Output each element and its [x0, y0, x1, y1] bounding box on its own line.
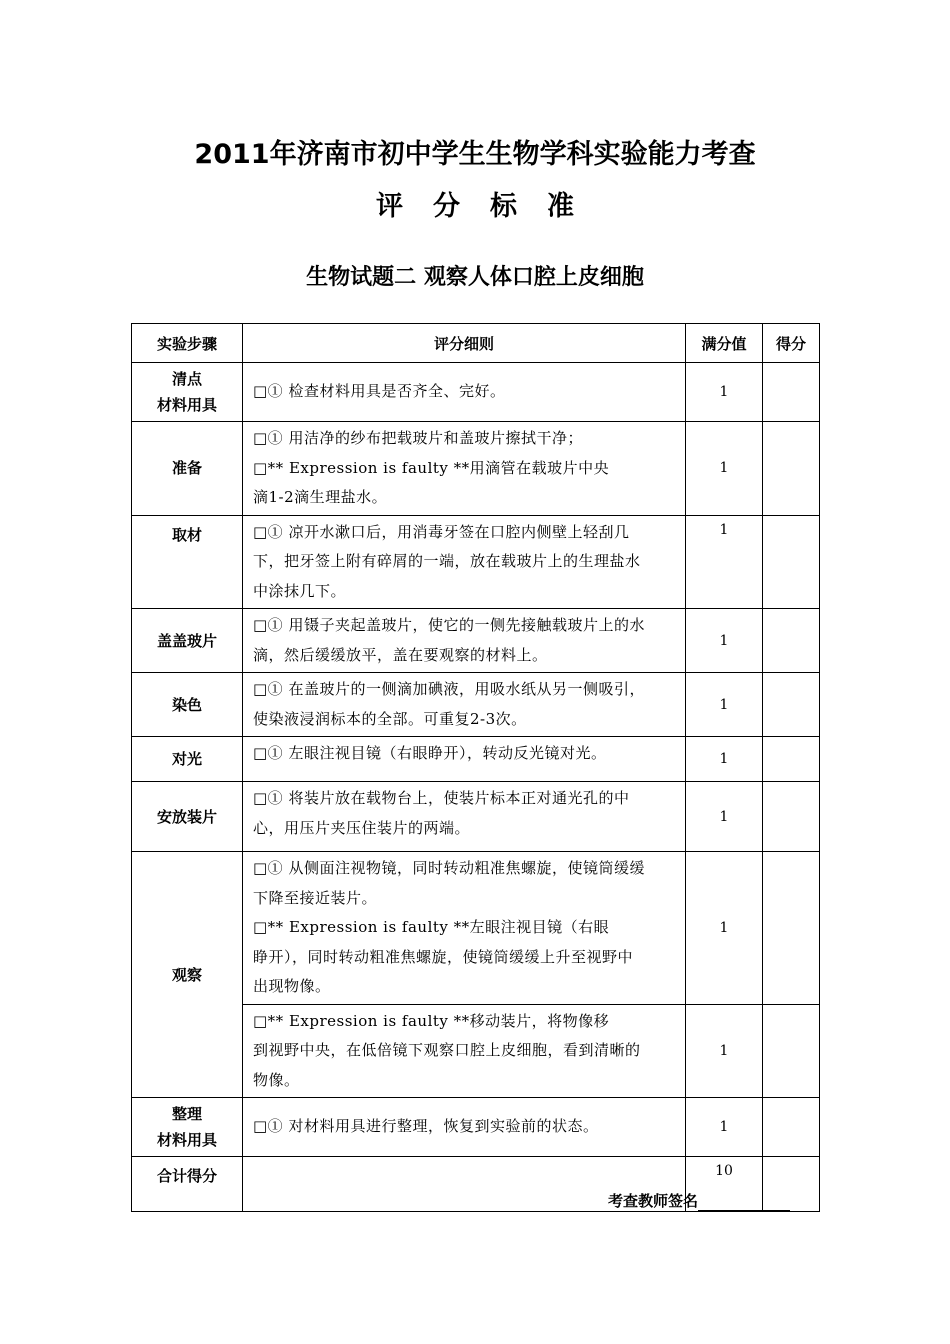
step-cell: [132, 673, 243, 737]
table-row: [132, 515, 820, 609]
rule-text: □① 用镊子夹起盖玻片，使它的一侧先接触载玻片上的水: [253, 616, 645, 634]
document-subtitle: 评分标准: [376, 191, 604, 222]
rule-text: 下，把牙签上附有碎屑的一端，放在载玻片上的生理盐水: [253, 552, 641, 570]
rule-text: □** Expression is faulty **左眼注视目镜（右眼: [253, 918, 610, 936]
rule-text: □① 在盖玻片的一侧滴加碘液，用吸水纸从另一侧吸引，: [253, 680, 645, 698]
total-label: 合计得分: [156, 1167, 217, 1185]
step-cell: [132, 1098, 243, 1157]
step-label: 观察: [171, 965, 202, 984]
full-score-cell: 1: [686, 852, 763, 1005]
rule-text: 使染液浸润标本的全部。可重复2-3次。: [253, 709, 527, 728]
rule-text: □① 将装片放在载物台上，使装片标本正对通光孔的中: [253, 789, 630, 807]
rule-cell: [243, 515, 686, 609]
full-score-cell: 1: [686, 782, 763, 852]
table-row: [132, 422, 820, 516]
step-label: 材料用具: [156, 396, 217, 414]
step-label: 清点: [171, 370, 202, 388]
rule-text: 滴1-2滴生理盐水。: [253, 488, 388, 506]
rule-text: □① 左眼注视目镜（右眼睁开），转动反光镜对光。: [253, 744, 607, 762]
signature-label: 考查教师签名: [608, 1192, 699, 1210]
full-score-cell: 1: [686, 1098, 763, 1157]
full-score-cell: 1: [686, 1004, 763, 1098]
scoring-table: [131, 323, 820, 1212]
score-input-cell[interactable]: [763, 782, 820, 852]
step-label: 安放装片: [156, 807, 217, 826]
rule-text: □① 检查材料用具是否齐全、完好。: [253, 382, 506, 401]
rule-cell: [243, 363, 686, 422]
step-cell: [132, 422, 243, 516]
score-input-cell[interactable]: [763, 673, 820, 737]
rule-cell: [243, 609, 686, 673]
score-input-cell[interactable]: [763, 1004, 820, 1098]
signature-area: [608, 1190, 790, 1211]
step-label: 盖盖玻片: [156, 631, 217, 650]
rule-text: 滴，然后缓缓放平，盖在要观察的材料上。: [253, 645, 548, 664]
step-cell: [132, 782, 243, 852]
header-rule: 评分细则: [243, 324, 686, 363]
full-score-cell: 1: [686, 515, 763, 609]
table-header-row: [132, 324, 820, 363]
rule-cell: [243, 852, 686, 1005]
rule-cell: [243, 673, 686, 737]
total-full-score: 10: [686, 1157, 763, 1212]
table-row: [132, 673, 820, 737]
rule-text: 出现物像。: [253, 977, 331, 995]
header-step: 实验步骤: [132, 324, 243, 363]
score-input-cell[interactable]: [763, 363, 820, 422]
rule-text: 睁开），同时转动粗准焦螺旋，使镜筒缓缓上升至视野中: [253, 947, 634, 966]
header-full-score: 满分值: [686, 324, 763, 363]
step-label: 整理: [171, 1105, 202, 1123]
table-row: [132, 782, 820, 852]
score-input-cell[interactable]: [763, 515, 820, 609]
step-label: 准备: [171, 459, 202, 478]
rule-text: □① 凉开水漱口后，用消毒牙签在口腔内侧壁上轻刮几: [253, 522, 630, 541]
score-input-cell[interactable]: [763, 1098, 820, 1157]
step-cell: [132, 363, 243, 422]
full-score-cell: 1: [686, 673, 763, 737]
rule-text: □** Expression is faulty **移动装片，将物像移: [253, 1011, 610, 1030]
rule-text: □** Expression is faulty **用滴管在载玻片中央: [253, 458, 610, 477]
rule-cell: [243, 1098, 686, 1157]
rule-text: 下降至接近装片。: [253, 888, 378, 907]
step-label: 材料用具: [156, 1131, 217, 1149]
rule-cell: [243, 1004, 686, 1098]
full-score-cell: 1: [686, 737, 763, 782]
table-row: [132, 363, 820, 422]
score-input-cell[interactable]: [763, 852, 820, 1005]
header-score: 得分: [763, 324, 820, 363]
document-title: 2011年济南市初中学生生物学科实验能力考查: [194, 139, 756, 170]
full-score-cell: 1: [686, 609, 763, 673]
rule-text: □① 对材料用具进行整理，恢复到实验前的状态。: [253, 1117, 599, 1136]
score-input-cell[interactable]: [763, 609, 820, 673]
rule-text: □① 从侧面注视物镜，同时转动粗准焦螺旋，使镜筒缓缓: [253, 859, 645, 877]
rule-text: 中涂抹几下。: [253, 581, 347, 600]
step-cell: [132, 852, 243, 1098]
rule-text: 物像。: [253, 1070, 300, 1089]
rule-text: 心，用压片夹压住装片的两端。: [253, 818, 471, 837]
rule-text: 到视野中央，在低倍镜下观察口腔上皮细胞，看到清晰的: [253, 1041, 641, 1059]
table-row: [132, 852, 820, 1005]
step-cell: [132, 609, 243, 673]
step-label: 对光: [171, 750, 202, 768]
signature-line[interactable]: [698, 1194, 790, 1211]
rule-cell: [243, 782, 686, 852]
step-cell: [132, 737, 243, 782]
rule-text: □① 用洁净的纱布把载玻片和盖玻片擦拭干净；: [253, 429, 583, 447]
full-score-cell: 1: [686, 422, 763, 516]
table-row: [132, 609, 820, 673]
step-label: 取材: [171, 525, 202, 544]
table-row: [132, 1098, 820, 1157]
score-input-cell[interactable]: [763, 422, 820, 516]
step-cell: [132, 515, 243, 609]
table-row: [132, 737, 820, 782]
score-input-cell[interactable]: [763, 737, 820, 782]
step-label: 染色: [171, 695, 202, 714]
topic-heading: 生物试题二 观察人体口腔上皮细胞: [306, 265, 644, 290]
rule-cell: [243, 422, 686, 516]
step-cell: [132, 1157, 243, 1212]
full-score-cell: 1: [686, 363, 763, 422]
rule-cell: [243, 737, 686, 782]
